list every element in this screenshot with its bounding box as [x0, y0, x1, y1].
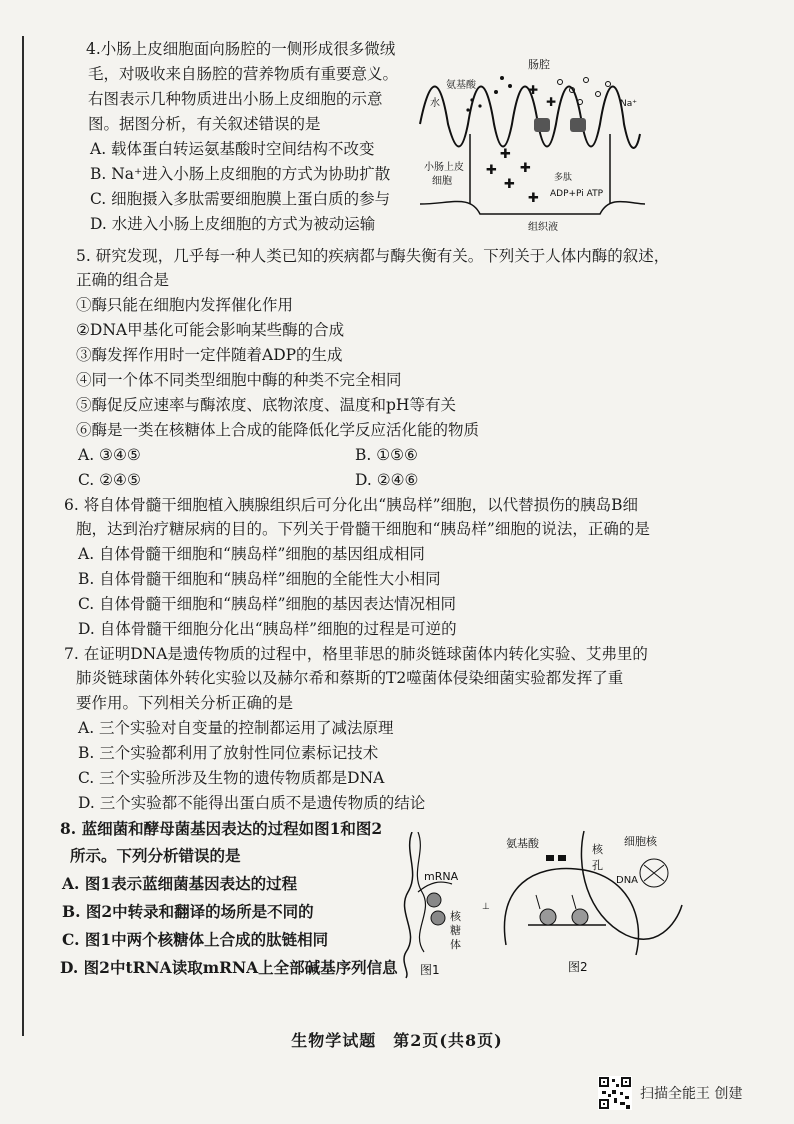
q8-option-d: D. 图2中tRNA读取mRNA上全部碱基序列信息	[60, 958, 398, 977]
q6-option-c: C. 自体骨髓干细胞和“胰岛样”细胞的基因表达情况相同	[78, 595, 457, 613]
fig1-ribosome-label-2: 糖	[450, 924, 461, 937]
svg-text:✚: ✚	[504, 177, 515, 192]
svg-text:✚: ✚	[528, 191, 539, 206]
q4-stem-line-3: 右图表示几种物质进出小肠上皮细胞的示意	[88, 90, 383, 108]
q8-stem-line-1: 8. 蓝细菌和酵母菌基因表达的过程如图1和图2	[60, 819, 383, 838]
q5-statement-5: ⑤酶促反应速率与酶浓度、底物浓度、温度和pH等有关	[76, 396, 456, 414]
fig2-dna-label: DNA	[616, 875, 639, 886]
fig-amino-acid-label: 氨基酸	[446, 80, 476, 91]
q5-option-c: C. ②④⑤	[78, 471, 141, 489]
q4-option-d: D. 水进入小肠上皮细胞的方式为被动运输	[90, 215, 376, 233]
svg-text:✚: ✚	[520, 161, 531, 176]
q4-stem-line-2: 毛，对吸收来自肠腔的营养物质有重要意义。	[88, 65, 399, 83]
fig2-caption: 图2	[568, 960, 588, 974]
fig2-amino-acid-label: 氨基酸	[506, 837, 539, 850]
q7-option-a: A. 三个实验对自变量的控制都运用了减法原理	[78, 719, 394, 737]
fig2-pore-label-2: 孔	[592, 859, 603, 872]
fig-lumen-label: 肠腔	[528, 58, 550, 71]
fig2-nucleus-label: 细胞核	[624, 835, 657, 848]
q4-option-a: A. 载体蛋白转运氨基酸时空间结构不改变	[90, 140, 375, 158]
fig-particles	[466, 76, 610, 112]
q5-option-a: A. ③④⑤	[78, 446, 141, 464]
q5-stem-line-1: 5. 研究发现，几乎每一种人类已知的疾病都与酶失衡有关。下列关于人体内酶的叙述，	[76, 247, 670, 265]
q8-option-c: C. 图1中两个核糖体上合成的肽链相同	[62, 930, 329, 949]
svg-text:⊥: ⊥	[482, 902, 490, 912]
fig-water-label: 水	[430, 98, 440, 109]
fig-tissue-fluid-label: 组织液	[528, 222, 558, 233]
q7-option-d: D. 三个实验都不能得出蛋白质不是遗传物质的结论	[78, 794, 426, 812]
q7-stem-line-3: 要作用。下列相关分析正确的是	[76, 694, 294, 712]
page-footer: 生物学试题 第2页(共8页)	[291, 1031, 503, 1050]
q8-figure-1	[390, 832, 470, 980]
q6-option-b: B. 自体骨髓干细胞和“胰岛样”细胞的全能性大小相同	[78, 570, 441, 588]
q5-statement-6: ⑥酶是一类在核糖体上合成的能降低化学反应活化能的物质	[76, 421, 480, 439]
fig-atp-label: ADP+Pi ATP	[550, 189, 604, 199]
svg-text:✚: ✚	[528, 83, 539, 97]
scanner-watermark: 扫描全能王 创建	[640, 1086, 743, 1102]
q8-figure-2	[476, 825, 686, 980]
q6-stem-line-2: 胞，达到治疗糖尿病的目的。下列关于骨髓干细胞和“胰岛样”细胞的说法，正确的是	[76, 520, 650, 538]
q8-option-a: A. 图1表示蓝细菌基因表达的过程	[62, 874, 298, 893]
qr-code-icon	[598, 1076, 632, 1110]
q4-option-c: C. 细胞摄入多肽需要细胞膜上蛋白质的参与	[90, 190, 391, 208]
q4-intestine-cell-figure	[410, 54, 650, 234]
fig1-mrna-label: mRNA	[424, 870, 459, 883]
fig-cell-label-2: 细胞	[432, 176, 452, 187]
q7-option-c: C. 三个实验所涉及生物的遗传物质都是DNA	[78, 769, 385, 787]
q4-option-b: B. Na⁺进入小肠上皮细胞的方式为协助扩散	[90, 165, 391, 183]
fig-na-label: Na⁺	[620, 99, 637, 109]
q5-statement-4: ④同一个体不同类型细胞中酶的种类不完全相同	[76, 371, 402, 389]
q5-statement-3: ③酶发挥作用时一定伴随着ADP的生成	[76, 346, 343, 364]
q5-statement-1: ①酶只能在细胞内发挥催化作用	[76, 296, 294, 314]
q6-option-d: D. 自体骨髓干细胞分化出“胰岛样”细胞的过程是可逆的	[78, 620, 457, 638]
svg-text:✚: ✚	[546, 95, 557, 109]
q4-stem-line-1: 4.小肠上皮细胞面向肠腔的一侧形成很多微绒	[86, 40, 396, 58]
fig-cross-symbols	[486, 147, 539, 206]
page-margin-line	[22, 36, 24, 1036]
q6-option-a: A. 自体骨髓干细胞和“胰岛样”细胞的基因组成相同	[78, 545, 425, 563]
q8-stem-line-2: 所示。下列分析错误的是	[70, 846, 241, 865]
q5-statement-2: ②DNA甲基化可能会影响某些酶的合成	[76, 321, 345, 339]
q5-option-d: D. ②④⑥	[355, 471, 419, 489]
svg-text:✚: ✚	[486, 163, 497, 178]
fig-cell-label-1: 小肠上皮	[424, 162, 464, 173]
fig2-pore-label-1: 核	[592, 843, 603, 856]
q5-option-b: B. ①⑤⑥	[355, 446, 418, 464]
q4-stem-line-4: 图。据图分析，有关叙述错误的是	[88, 115, 321, 133]
q6-stem-line-1: 6. 将自体骨髓干细胞植入胰腺组织后可分化出“胰岛样”细胞，以代替损伤的胰岛B细	[64, 496, 638, 514]
fig1-caption: 图1	[420, 963, 440, 977]
fig-peptide-label: 多肽	[554, 173, 573, 183]
fig1-ribosome-label-3: 体	[450, 938, 461, 951]
svg-text:✚: ✚	[500, 147, 511, 162]
q8-option-b: B. 图2中转录和翻译的场所是不同的	[62, 902, 314, 921]
q5-stem-line-2: 正确的组合是	[76, 271, 170, 289]
q7-stem-line-2: 肺炎链球菌体外转化实验以及赫尔希和蔡斯的T2噬菌体侵染细菌实验都发挥了重	[76, 669, 624, 687]
q7-stem-line-1: 7. 在证明DNA是遗传物质的过程中，格里菲思的肺炎链球菌体内转化实验、艾弗里的	[64, 645, 648, 663]
q7-option-b: B. 三个实验都利用了放射性同位素标记技术	[78, 744, 379, 762]
fig1-ribosome-label-1: 核	[450, 910, 461, 923]
